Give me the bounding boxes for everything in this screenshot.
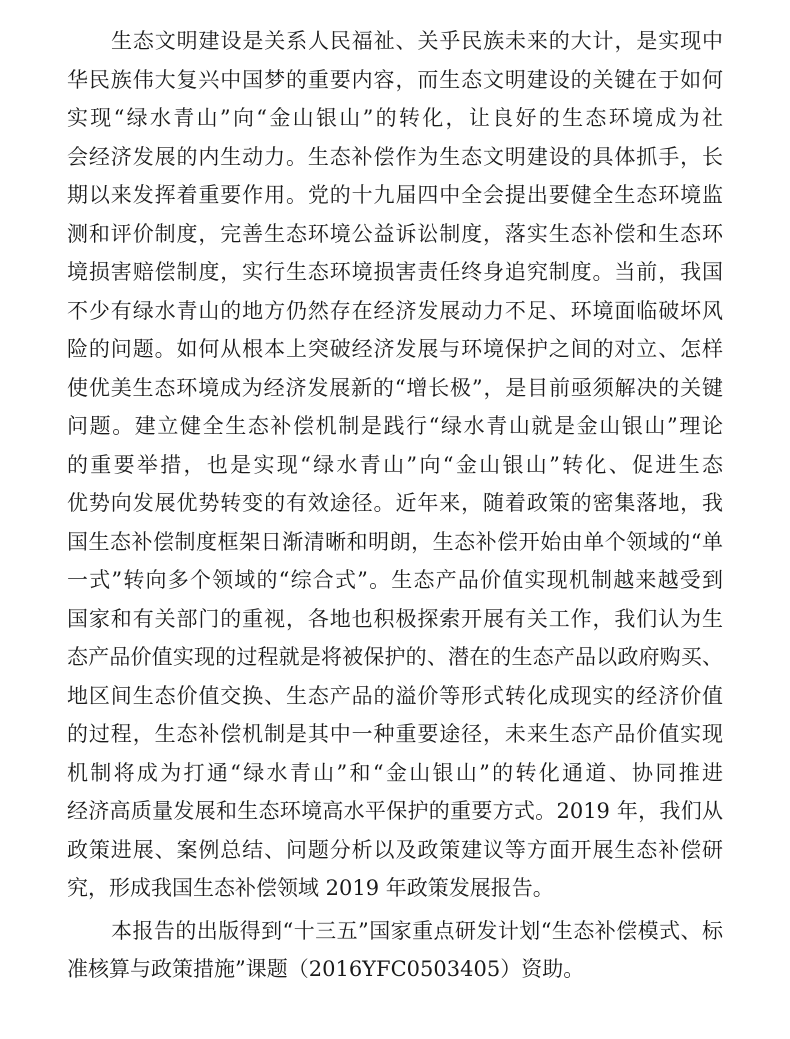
text-line: 使优美生态环境成为经济发展新的“增长极”，是目前亟须解决的关键 — [67, 375, 723, 400]
text-line: 险的问题。如何从根本上突破经济发展与环境保护之间的对立、怎样 — [67, 337, 723, 361]
text-line: 究，形成我国生态补偿领域 2019 年政策发展报告。 — [67, 876, 554, 900]
document-page — [67, 22, 723, 989]
text-line: 机制将成为打通“绿水青山”和“金山银山”的转化通道、协同推进 — [67, 760, 723, 785]
text-line: 一式”转向多个领域的“综合式”。生态产品价值实现机制越来越受到 — [67, 568, 723, 592]
text-line: 准核算与政策措施”课题（2016YFC0503405）资助。 — [67, 957, 585, 981]
text-line: 实现“绿水青山”向“金山银山”的转化，让良好的生态环境成为社 — [67, 106, 723, 130]
text-line: 地区间生态价值交换、生态产品的溢价等形式转化成现实的经济价值 — [67, 683, 723, 708]
text-line: 期以来发挥着重要作用。党的十九届四中全会提出要健全生态环境监 — [67, 183, 723, 207]
text-line: 态产品价值实现的过程就是将被保护的、潜在的生态产品以政府购买、 — [67, 645, 723, 669]
text-line: 问题。建立健全生态补偿机制是践行“绿水青山就是金山银山”理论 — [67, 414, 723, 438]
text-line: 生态文明建设是关系人民福祉、关乎民族未来的大计，是实现中 — [111, 29, 723, 53]
body-paragraph-2 — [67, 912, 723, 989]
text-line: 的过程，生态补偿机制是其中一种重要途径，未来生态产品价值实现 — [67, 722, 723, 746]
text-line: 会经济发展的内生动力。生态补偿作为生态文明建设的具体抓手，长 — [67, 144, 723, 169]
body-paragraph-1 — [67, 22, 723, 908]
text-line: 的重要举措，也是实现“绿水青山”向“金山银山”转化、促进生态 — [67, 452, 723, 477]
text-line: 优势向发展优势转变的有效途径。近年来，随着政策的密集落地，我 — [67, 491, 723, 515]
text-line: 境损害赔偿制度，实行生态环境损害责任终身追究制度。当前，我国 — [67, 260, 723, 284]
text-line: 国家和有关部门的重视，各地也积极探索开展有关工作，我们认为生 — [67, 606, 723, 631]
text-line: 经济高质量发展和生态环境高水平保护的重要方式。2019 年，我们从 — [67, 799, 723, 823]
text-line: 不少有绿水青山的地方仍然存在经济发展动力不足、环境面临破坏风 — [67, 298, 723, 323]
text-line: 华民族伟大复兴中国梦的重要内容，而生态文明建设的关键在于如何 — [67, 67, 723, 92]
text-line: 国生态补偿制度框架日渐清晰和明朗，生态补偿开始由单个领域的“单 — [67, 529, 723, 554]
text-line: 测和评价制度，完善生态环境公益诉讼制度，落实生态补偿和生态环 — [67, 221, 723, 246]
text-line: 政策进展、案例总结、问题分析以及政策建议等方面开展生态补偿研 — [67, 837, 723, 862]
text-line: 本报告的出版得到“十三五”国家重点研发计划“生态补偿模式、标 — [111, 918, 723, 943]
